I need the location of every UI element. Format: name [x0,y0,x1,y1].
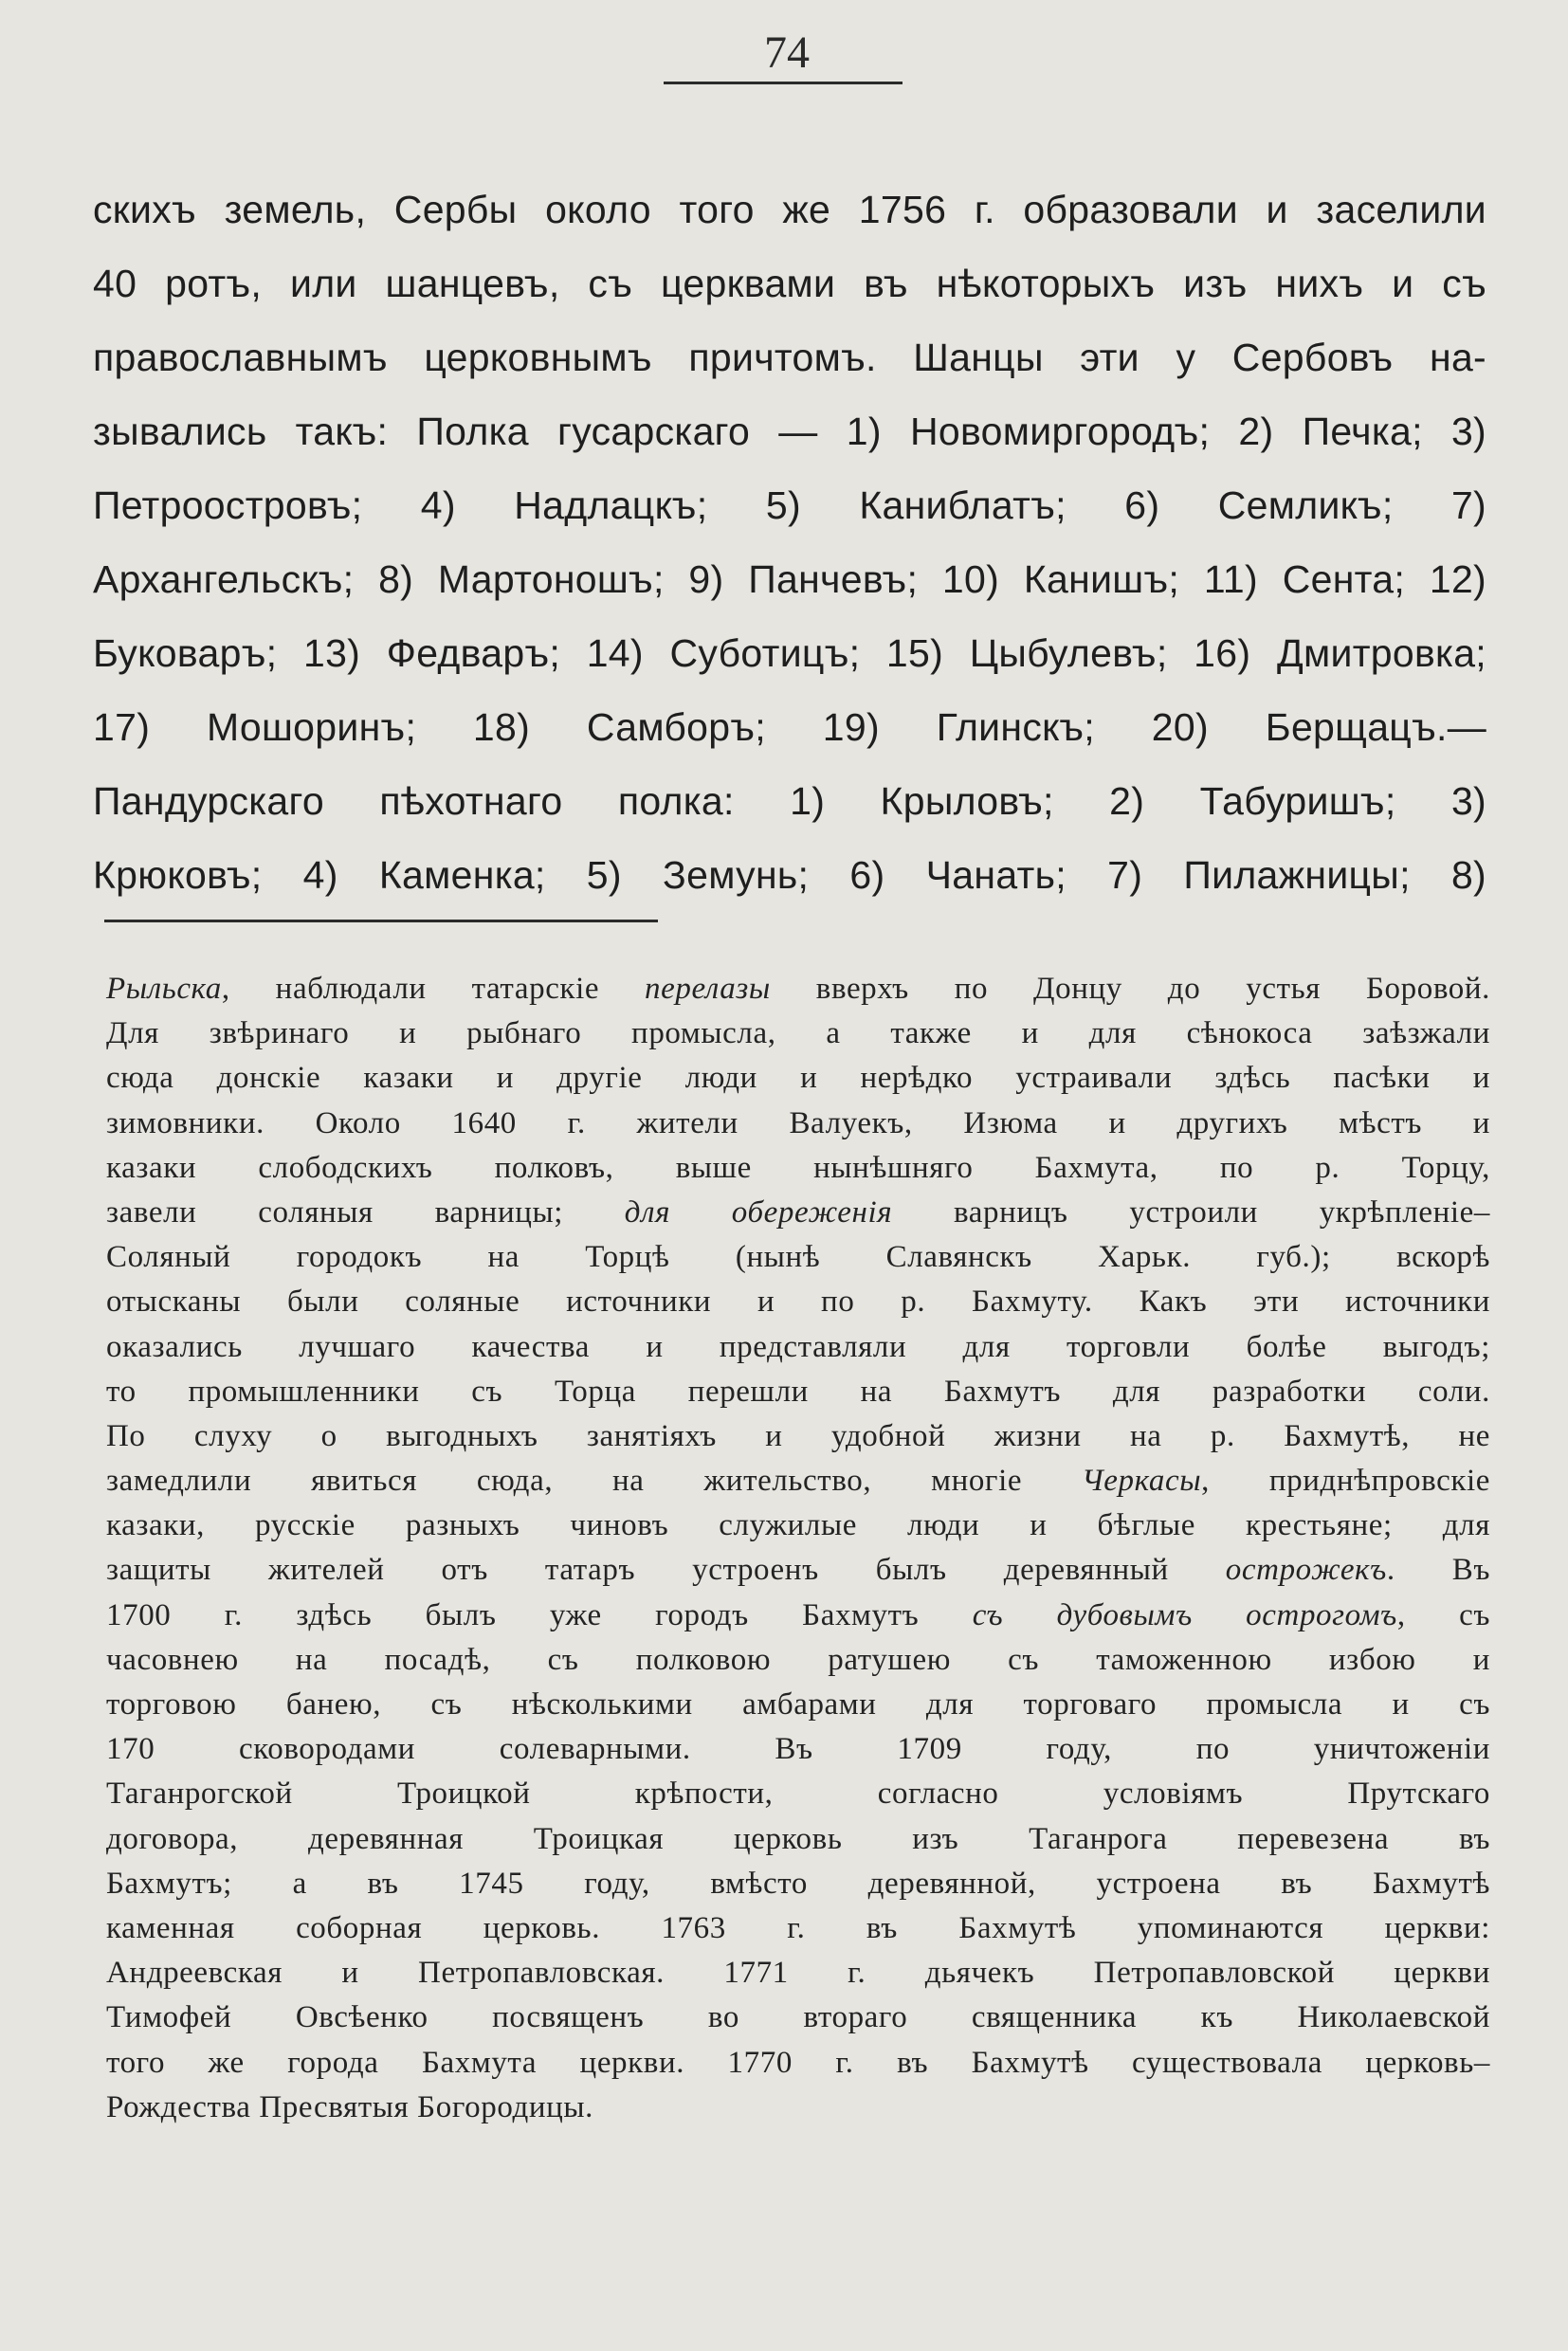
main-text-line: Петроостровъ; 4) Надлацкъ; 5) Каниблатъ; 6) Семликъ; 7) [93,483,1486,527]
footnote-line: оказались лучшаго качества и представляли для торговли болѣе выгодъ; [106,1329,1490,1364]
footnote-line: Тимофей Овсѣенко посвященъ во втораго священника къ Николаевской [106,2000,1490,2035]
italic-text: съ дубовымъ острогомъ [972,1597,1397,1632]
text-span: защиты жителей отъ татаръ устроенъ былъ деревянный [106,1553,1226,1588]
main-text-line: Крюковъ; 4) Каменка; 5) Земунь; 6) Чанать; 7) Пилажницы; 8) [93,853,1486,897]
footnote-line [106,1191,1490,1235]
footnote-line: то промышленники съ Торца перешли на Бахмутъ для разработки соли. [106,1374,1490,1409]
footnote-line: казаки, русскіе разныхъ чиновъ служилые люди и бѣглые крестьяне; для [106,1508,1490,1543]
footnote-line: отысканы были соляные источники и по р. Бахмуту. Какъ эти источники [106,1285,1490,1320]
main-text [93,173,1486,912]
text-span: . Въ [1386,1553,1490,1588]
footnote-line [106,1594,1490,1638]
footnote-line: торговою банею, съ нѣсколькими амбарами для торговаго промысла и съ [106,1687,1490,1722]
main-text-line: Буковаръ; 13) Федваръ; 14) Суботицъ; 15) Цыбулевъ; 16) Дмитровка; [93,631,1486,675]
main-text-line: Пандурскаго пѣхотнаго полка: 1) Крыловъ; 2) Табуришъ; 3) [93,779,1486,823]
footnote-line: Рождества Пресвятыя Богородицы. [106,2089,594,2124]
footnote-line: Соляный городокъ на Торцѣ (нынѣ Славянскъ Харьк. губ.); вскорѣ [106,1240,1490,1275]
footnote-line: Бахмутъ; а въ 1745 году, вмѣсто деревянной, устроена въ Бахмутѣ [106,1866,1490,1901]
page-number: 74 [764,27,810,78]
text-span: варницъ устроили укрѣпленіе– [892,1194,1490,1230]
main-text-line: скихъ земель, Сербы около того же 1756 г. образовали и заселили [93,188,1486,231]
text-span: замедлили явиться сюда, на жительство, многіе [106,1464,1082,1499]
footnote-line: сюда донскіе казаки и другіе люди и нерѣдко устраивали здѣсь пасѣки и [106,1061,1490,1096]
main-text-line: зывались такъ: Полка гусарскаго — 1) Новомиргородъ; 2) Печка; 3) [93,410,1486,453]
text-span: , приднѣпровскіе [1201,1464,1490,1499]
footnote-line [106,1459,1490,1504]
footnote-line: Андреевская и Петропавловская. 1771 г. дьячекъ Петропавловской церкви [106,1956,1490,1991]
footnote-line: того же города Бахмута церкви. 1770 г. въ Бахмутѣ существовала церковь– [106,2045,1490,2080]
main-text-line: Архангельскъ; 8) Мартоношъ; 9) Панчевъ; 10) Канишъ; 11) Сента; 12) [93,557,1486,601]
italic-text: для обереженія [624,1194,893,1230]
footnote-line: Таганрогской Троицкой крѣпости, согласно условіямъ Прутскаго [106,1777,1490,1812]
text-span: вверхъ по Донцу до устья Боровой. [770,972,1490,1006]
footnote-line: Для звѣринаго и рыбнаго промысла, а также и для сѣнокоса заѣзжали [106,1016,1490,1051]
text-span: , наблюдали татарскіе [221,972,646,1006]
main-text-line: православнымъ церковнымъ причтомъ. Шанцы эти у Сербовъ на- [93,336,1486,379]
page-number-rule [664,82,903,84]
main-text-line: 17) Мошоринъ; 18) Самборъ; 19) Глинскъ; 20) Берщацъ.— [93,705,1486,749]
italic-text: острожекъ [1225,1553,1387,1588]
footnote-line: часовнею на посадѣ, съ полковою ратушею съ таможенною избою и [106,1642,1490,1677]
footnote [106,967,1490,2130]
footnote-line: 170 сковородами солеварными. Въ 1709 году, по уничтоженіи [106,1732,1490,1767]
italic-text: перелазы [645,972,771,1006]
italic-text: Рыльска [106,972,222,1006]
text-span: 1700 г. здѣсь былъ уже городъ Бахмутъ [106,1597,973,1632]
italic-text: Черкасы [1081,1464,1202,1499]
text-span: , съ [1396,1597,1490,1632]
footnote-line: зимовники. Около 1640 г. жители Валуекъ, Изюма и другихъ мѣстъ и [106,1105,1490,1140]
main-text-line: 40 ротъ, или шанцевъ, съ церквами въ нѣкоторыхъ изъ нихъ и съ [93,262,1486,305]
footnote-line: договора, деревянная Троицкая церковь изъ Таганрога перевезена въ [106,1821,1490,1856]
footnote-rule [104,920,658,922]
text-span: завели соляныя варницы; [106,1194,625,1230]
footnote-line [106,967,1490,1011]
footnote-line: казаки слободскихъ полковъ, выше нынѣшняго Бахмута, по р. Торцу, [106,1150,1490,1185]
footnote-line: каменная соборная церковь. 1763 г. въ Бахмутѣ упоминаются церкви: [106,1910,1490,1945]
footnote-line [106,1548,1490,1593]
footnote-line: По слуху о выгодныхъ занятіяхъ и удобной жизни на р. Бахмутѣ, не [106,1418,1490,1453]
